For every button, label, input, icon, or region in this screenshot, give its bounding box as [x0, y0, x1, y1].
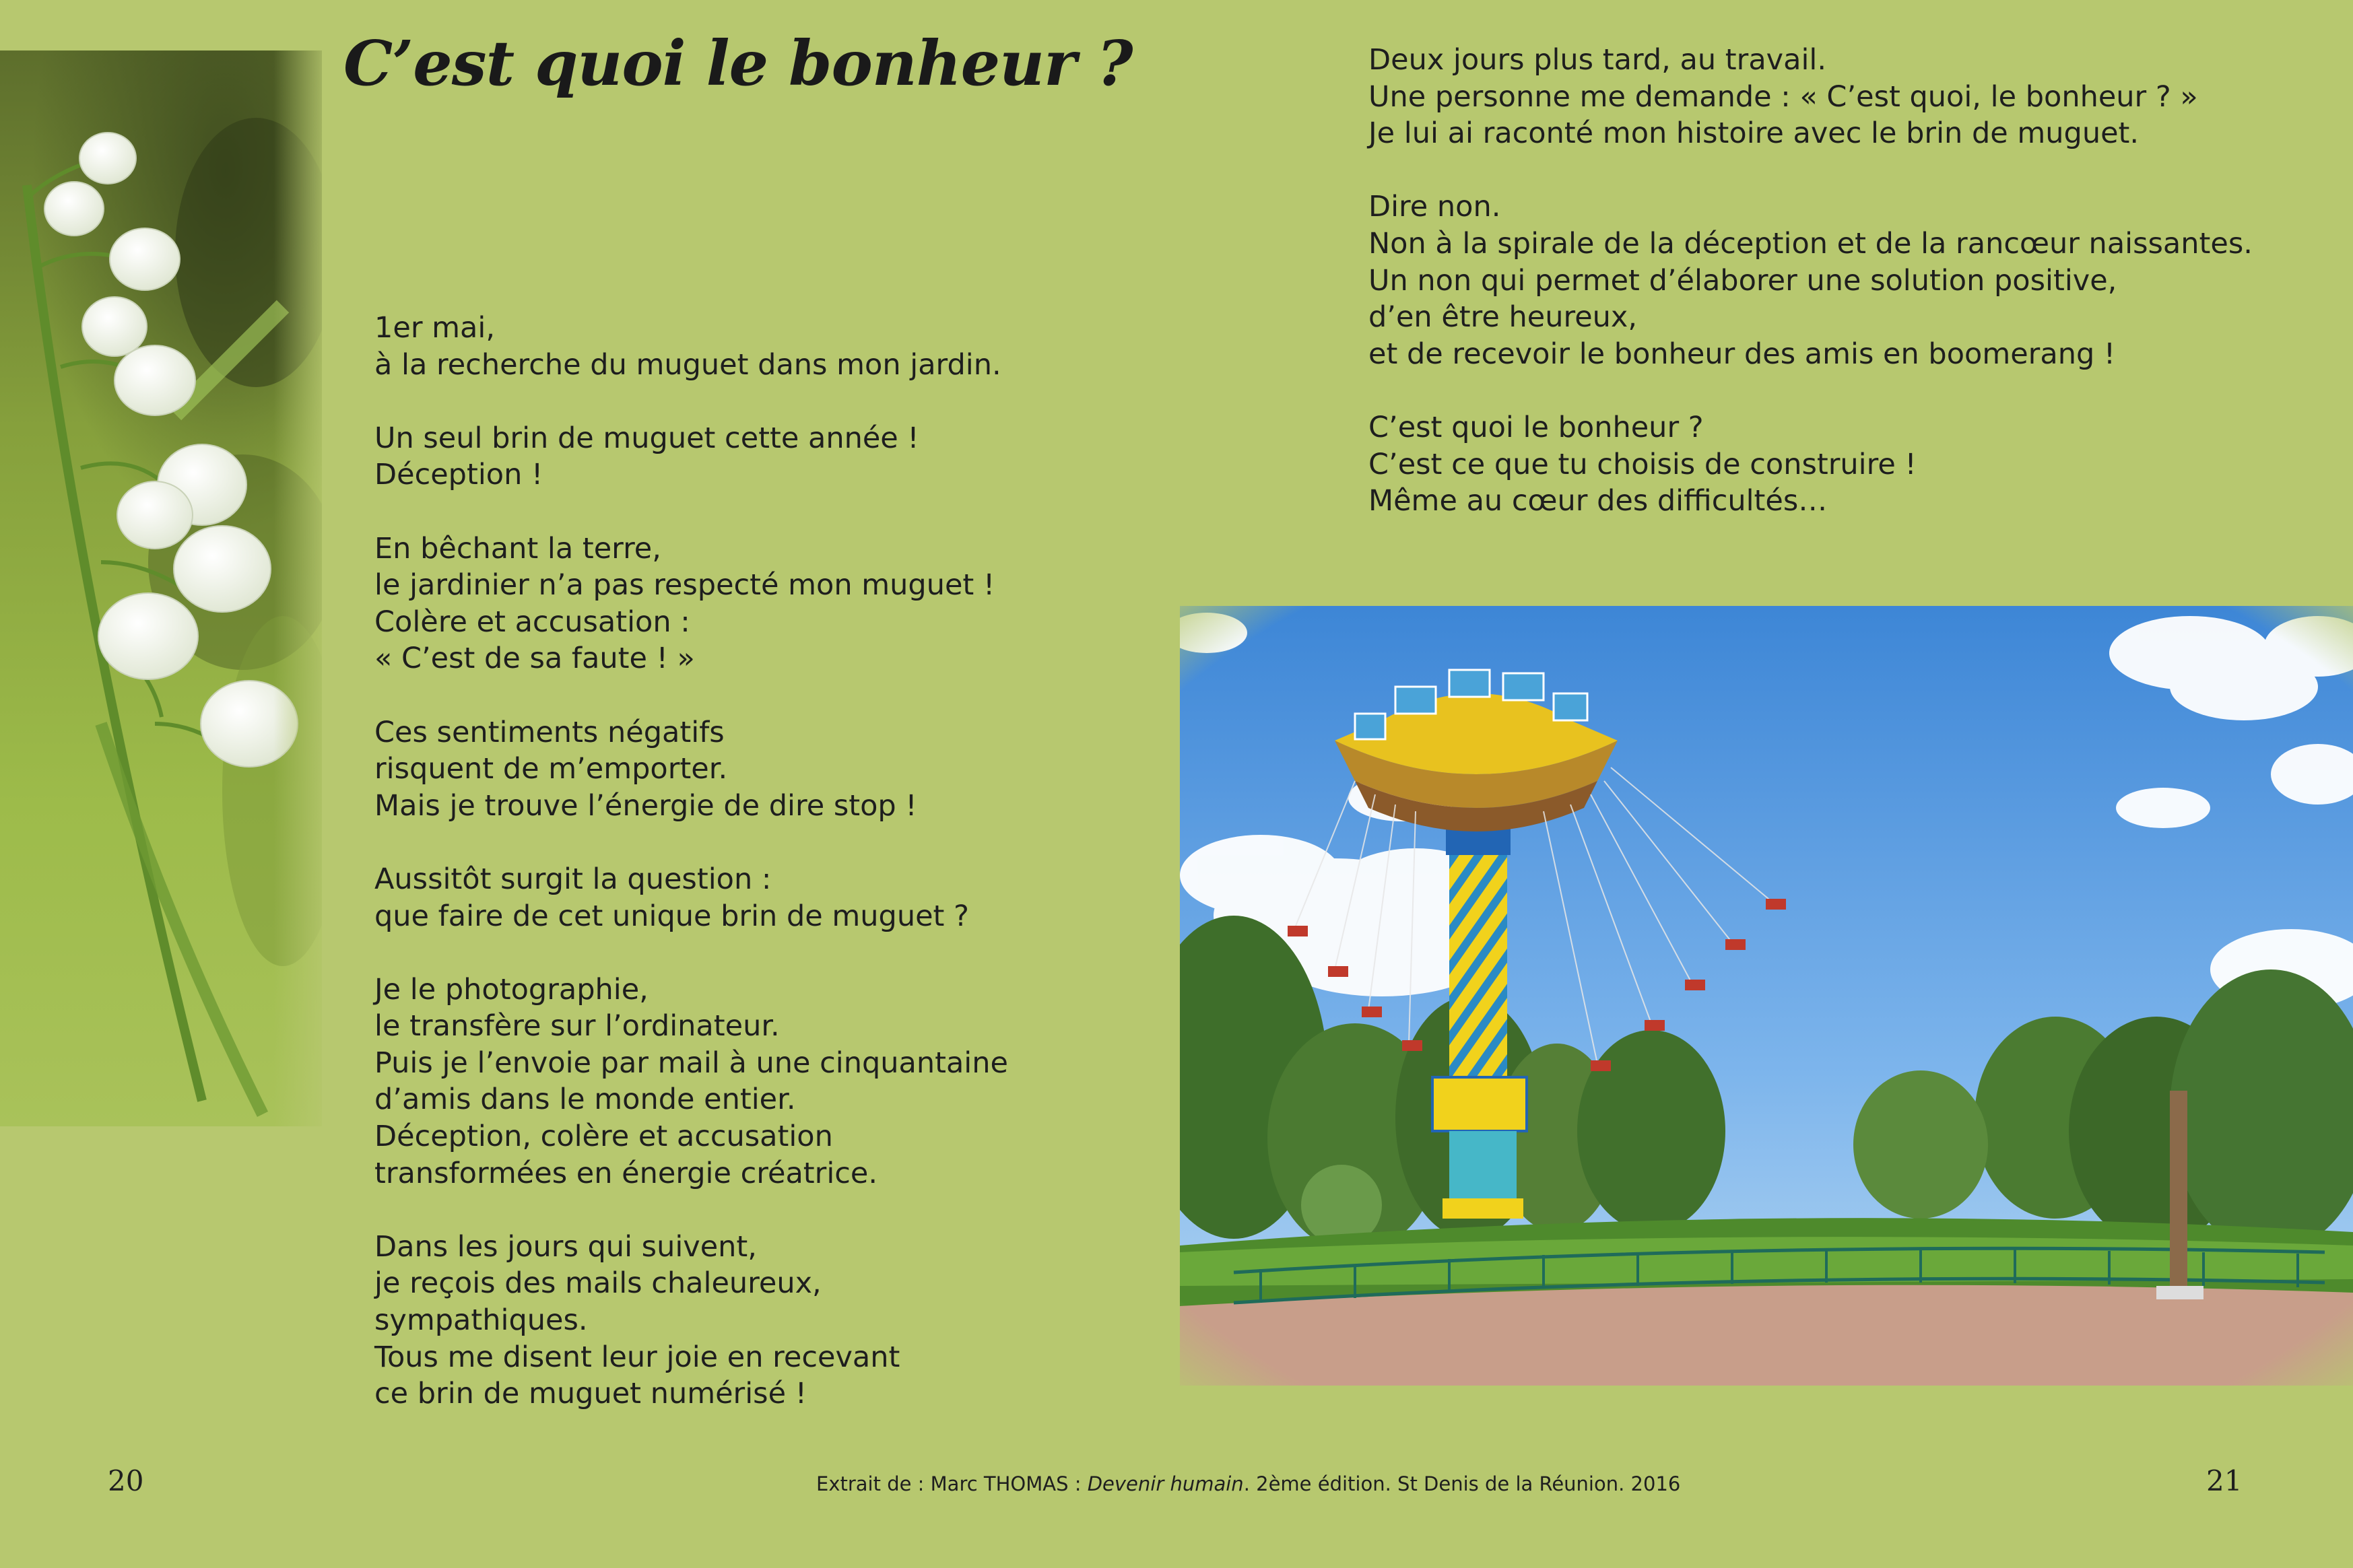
poem-line: que faire de cet unique brin de muguet ? [374, 899, 969, 933]
source-citation [816, 1472, 1680, 1495]
poem-line: le transfère sur l’ordinateur. [374, 1009, 780, 1044]
poem-line: « C’est de sa faute ! » [374, 642, 695, 676]
poem-line: Dans les jours qui suivent, [374, 1229, 757, 1264]
poem-line: Colère et accusation : [374, 605, 690, 639]
poem-line: Un non qui permet d’élaborer une solution positive, [1368, 263, 2117, 298]
poem-line: ce brin de muguet numérisé ! [374, 1377, 807, 1411]
poem-line: C’est quoi le bonheur ? [1368, 410, 1704, 444]
poem-line: 1er mai, [374, 311, 496, 345]
citation-book-title: Devenir humain [1087, 1472, 1244, 1495]
poem-line: Deux jours plus tard, au travail. [1368, 43, 1827, 77]
poem-line: Déception ! [374, 458, 543, 492]
poem-line: sympathiques. [374, 1303, 588, 1338]
poem-line: En bêchant la terre, [374, 531, 661, 566]
poem-line: Un seul brin de muguet cette année ! [374, 421, 919, 455]
poem-line: Ces sentiments négatifs [374, 715, 725, 749]
swing-carousel-photo [1180, 606, 2353, 1386]
poem-right [1368, 42, 2253, 520]
poem-line: Même au cœur des difficultés… [1368, 484, 1828, 518]
poem-line: d’amis dans le monde entier. [374, 1083, 796, 1117]
poem-line: Une personne me demande : « C’est quoi, le bonheur ? » [1368, 79, 2198, 114]
poem-line: Déception, colère et accusation [374, 1120, 833, 1154]
page-number-left: 20 [108, 1464, 144, 1497]
poem-line: Non à la spirale de la déception et de la rancœur naissantes. [1368, 226, 2253, 261]
poem-line: transformées en énergie créatrice. [374, 1156, 878, 1190]
poem-left [374, 310, 1008, 1412]
poem-line: Aussitôt surgit la question : [374, 862, 772, 896]
poem-line: Tous me disent leur joie en recevant [374, 1340, 900, 1374]
poem-line: je reçois des mails chaleureux, [374, 1266, 822, 1301]
poem-line: et de recevoir le bonheur des amis en boomerang ! [1368, 337, 2116, 371]
poem-line: Je le photographie, [374, 972, 649, 1007]
poem-line: risquent de m’emporter. [374, 752, 728, 786]
page-number-right: 21 [2206, 1464, 2243, 1497]
poem-line: C’est ce que tu choisis de construire ! [1368, 447, 1917, 481]
citation-suffix: . 2ème édition. St Denis de la Réunion. 2016 [1243, 1472, 1681, 1495]
poem-line: le jardinier n’a pas respecté mon muguet ! [374, 568, 995, 603]
lily-of-the-valley-photo [0, 50, 322, 1126]
poem-line: d’en être heureux, [1368, 300, 1638, 335]
citation-prefix: Extrait de : Marc THOMAS : [816, 1472, 1088, 1495]
poem-line: Puis je l’envoie par mail à une cinquantaine [374, 1046, 1008, 1080]
poem-line: à la recherche du muguet dans mon jardin. [374, 347, 1001, 382]
poem-line: Mais je trouve l’énergie de dire stop ! [374, 788, 917, 823]
poem-line: Dire non. [1368, 190, 1501, 224]
poem-line: Je lui ai raconté mon histoire avec le brin de muguet. [1368, 116, 2140, 151]
page-title: C’est quoi le bonheur ? [343, 27, 1133, 100]
